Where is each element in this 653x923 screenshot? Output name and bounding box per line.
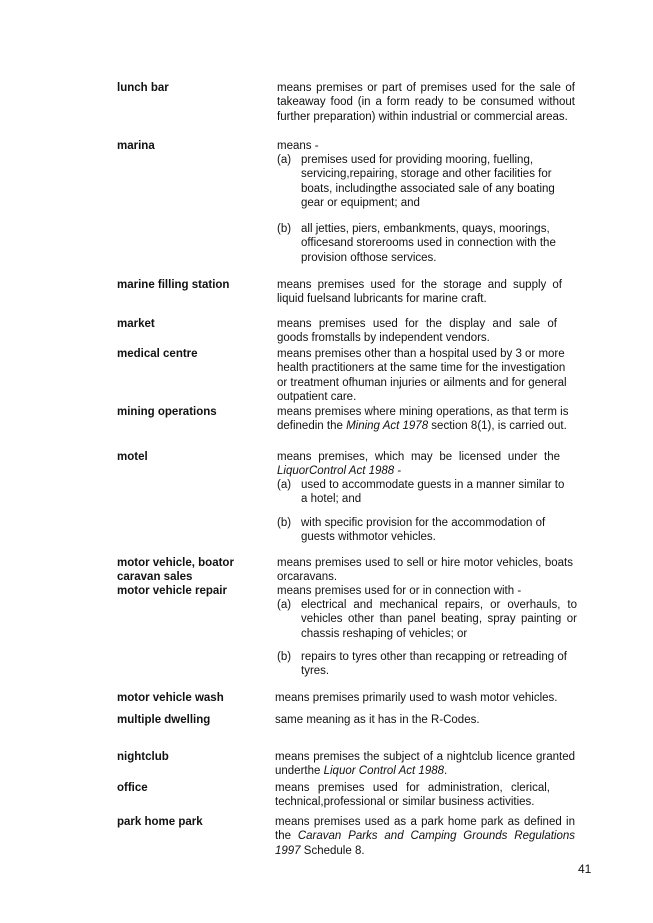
list-label: (a) [277,599,292,611]
def-motel-intro: means premises, which may be licensed under the LiquorControl Act 1988 - [277,451,560,478]
def-motor-vehicle-wash: means premises primarily used to wash motor vehicles. [275,692,558,704]
term-nightclub: nightclub [117,751,169,763]
def-motor-vehicle-boat-caravan-sales: means premises used to sell or hire motor vehicles, boats orcaravans. [277,557,573,584]
motel-item-a [277,478,572,507]
list-text: repairs to tyres other than recapping or retreading of tyres. [301,651,567,678]
term-motor-vehicle-boat-caravan-sales: motor vehicle, boator caravan sales [117,557,234,583]
term-multiple-dwelling: multiple dwelling [117,714,211,726]
term-office: office [117,782,148,794]
list-text: electrical and mechanical repairs, or overhauls, to vehicles other than panel beating, spray painting or chassis reshaping of vehicles; or [301,599,577,640]
list-label: (b) [277,223,292,235]
list-label: (a) [277,479,292,491]
term-medical-centre: medical centre [117,348,198,360]
motor-vehicle-repair-item-b [277,650,589,679]
def-park-home-park: means premises used as a park home park as defined in the Caravan Parks and Camping Grounds Regulations 1997 Schedule 8. [275,816,576,857]
list-text: premises used for providing mooring, fuelling, servicing,repairing, storage and other facilities for boats, includingthe associated sale of any boating gear or equipment; and [301,154,555,209]
list-label: (b) [277,517,292,529]
list-text: all jetties, piers, embankments, quays, moorings, officesand storerooms used in connection with the provision ofthose services. [301,223,556,264]
def-office: means premises used for administration, clerical, technical,professional or similar business activities. [275,782,550,809]
list-label: (a) [277,154,292,166]
term-marina: marina [117,140,155,152]
motor-vehicle-repair-item-a [277,598,577,641]
term-park-home-park: park home park [117,816,203,828]
list-text: with specific provision for the accommodation of guests withmotor vehicles. [301,517,546,544]
def-lunch-bar: means premises or part of premises used for the sale of takeaway food (in a form ready to be consumed without further preparation) within industrial or commercial areas. [277,82,575,123]
term-mining-operations: mining operations [117,406,217,418]
page-number: 41 [578,862,592,876]
list-label: (b) [277,651,292,663]
marina-item-b [277,222,569,265]
def-nightclub: means premises the subject of a nightclub licence granted underthe Liquor Control Act 1988. [275,751,575,778]
term-motor-vehicle-repair: motor vehicle repair [117,585,227,597]
def-marine-filling-station: means premises used for the storage and supply of liquid fuelsand lubricants for marine craft. [277,279,562,306]
def-marina-intro: means - [277,140,319,152]
def-motor-vehicle-repair-intro: means premises used for or in connection with - [277,585,522,597]
list-text: used to accommodate guests in a manner similar to a hotel; and [301,479,565,506]
def-multiple-dwelling: same meaning as it has in the R-Codes. [275,714,480,726]
def-mining-operations: means premises where mining operations, as that term is definedin the Mining Act 1978 section 8(1), is carried out. [277,406,569,433]
def-market: means premises used for the display and sale of goods fromstalls by independent vendors. [277,318,557,345]
term-market: market [117,318,155,330]
term-lunch-bar: lunch bar [117,82,169,94]
def-medical-centre: means premises other than a hospital used by 3 or more health practitioners at the same time for the investigation or treatment ofhuman injuries or ailments and for general outpatient care. [277,348,567,403]
term-marine-filling-station: marine filling station [117,279,230,291]
marina-item-a [277,153,569,210]
term-motor-vehicle-wash: motor vehicle wash [117,692,224,704]
motel-item-b [277,516,572,545]
term-motel: motel [117,451,148,463]
